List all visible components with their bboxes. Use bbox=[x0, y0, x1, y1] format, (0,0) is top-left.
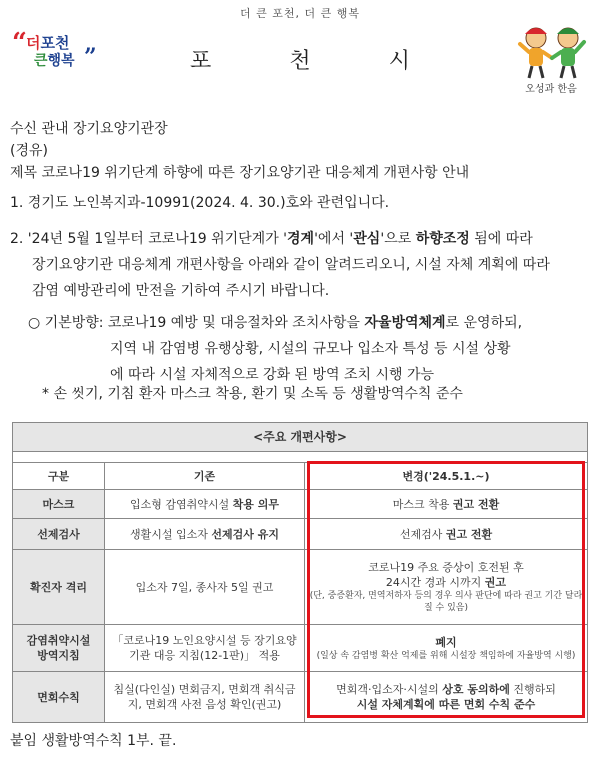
logo-quote-close: ” bbox=[84, 44, 97, 70]
pocheon-logo bbox=[12, 28, 97, 70]
table-row: 확진자 격리 입소자 7일, 종사자 5일 권고 코로나19 주요 증상이 호전된 후 24시간 경과 시까지 권고 (단, 중증환자, 면역저하자 등의 경우 의사 판단에 따라 권고 기간 달라질 수 있음) bbox=[13, 550, 588, 625]
body-item-2: 2. '24년 5월 1일부터 코로나19 위기단계가 '경계'에서 '관심'으로 하향조정 됨에 따라 장기요양기관 대응체계 개편사항을 아래와 같이 알려드리오니, 시설 자체 계획에 따라 감염 예방관리에 만전을 기하여 주시기 바랍니다. bbox=[10, 231, 550, 299]
attachment-line: 붙임 생활방역수칙 1부. 끝. bbox=[10, 733, 177, 749]
table-row: 감염취약시설 방역지침 「코로나19 노인요양시설 등 장기요양기관 대응 지침(12-1판)」 적용 폐지 (일상 속 감염병 확산 억제를 위해 시설장 책임하에 자율방역 시행) bbox=[13, 625, 588, 672]
recipient-line: 수신 관내 장기요양기관장 bbox=[10, 121, 168, 137]
mascot-caption: 오성과 한음 bbox=[525, 84, 577, 95]
header-before: 기존 bbox=[105, 463, 305, 490]
logo-line1: 더포천 bbox=[26, 34, 70, 52]
mascot-icon bbox=[512, 24, 592, 80]
hygiene-note: * 손 씻기, 기침 환자 마스크 착용, 환기 및 소독 등 생활방역수칙 준수 bbox=[42, 386, 463, 402]
header-category: 구분 bbox=[13, 463, 105, 490]
organization-title: 포 천 시 bbox=[190, 49, 410, 74]
body-item-1: 1. 경기도 노인복지과-10991(2024. 4. 30.)호와 관련입니다. bbox=[10, 195, 390, 211]
via-line: (경유) bbox=[10, 143, 48, 159]
logo-quote-open: “ bbox=[12, 28, 27, 58]
basic-direction: ○ 기본방향: 코로나19 예방 및 대응절차와 조치사항을 자율방역체계로 운영하되, 지역 내 감염병 유행상황, 시설의 규모나 입소자 특성 등 시설 상황 에 따라 시설 자체적으로 강화 된 방역 조치 시행 가능 bbox=[28, 315, 523, 383]
header-after: 변경('24.5.1.~) bbox=[305, 463, 588, 490]
table-row: 선제검사 생활시설 입소자 선제검사 유지 선제검사 권고 전환 bbox=[13, 519, 588, 550]
subject-line: 제목 코로나19 위기단계 하향에 따른 장기요양기관 대응체계 개편사항 안내 bbox=[10, 165, 470, 181]
reform-table bbox=[12, 422, 588, 723]
table-title: <주요 개편사항> bbox=[13, 423, 588, 452]
slogan: 더 큰 포천, 더 큰 행복 bbox=[240, 7, 360, 20]
table-row: 면회수칙 침실(다인실) 면회금지, 면회객 취식금 지, 면회객 사전 음성 확인(권고) 면회객·입소자·시설의 상호 동의하에 진행하되 시설 자체계획에 따른 면회 수칙 준수 bbox=[13, 672, 588, 723]
table-row: 마스크 입소형 감염취약시설 착용 의무 마스크 착용 권고 전환 bbox=[13, 490, 588, 519]
logo-line2: 큰행복 bbox=[34, 53, 75, 69]
